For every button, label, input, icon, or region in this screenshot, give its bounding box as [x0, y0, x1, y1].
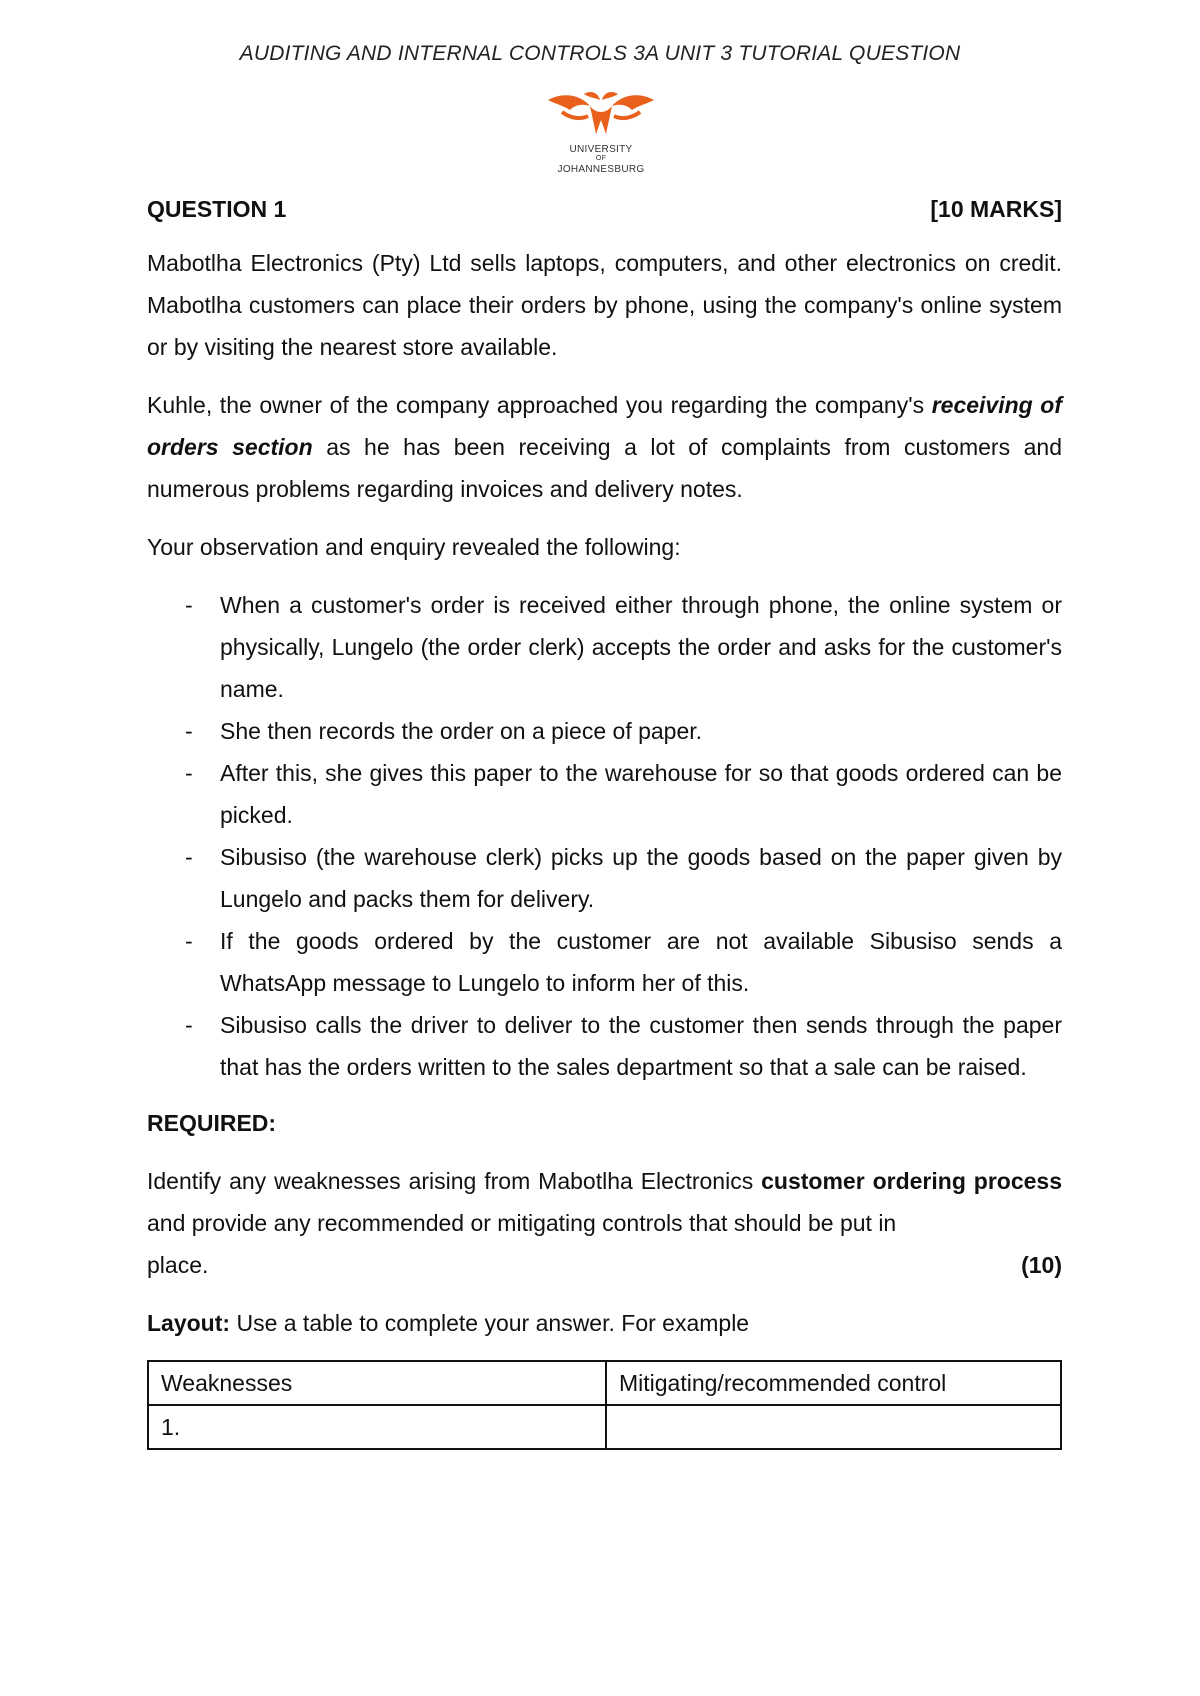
required-text-part2: and provide any recommended or mitigating controls that should be put in: [147, 1210, 897, 1236]
bullet-dash: -: [185, 760, 193, 786]
list-item-text: She then records the order on a piece of paper.: [220, 718, 703, 744]
table-header-row: [148, 1361, 1061, 1405]
bullet-dash: -: [185, 928, 193, 954]
list-item: [147, 710, 1062, 752]
logo-text-of: OF: [595, 155, 607, 162]
list-item: [147, 584, 1062, 710]
required-text-bold: customer ordering process: [761, 1168, 1063, 1194]
paragraph-owner-part2: as he has been receiving a lot of complaints from customers and numerous problems regarding invoices and delivery notes.: [147, 434, 1062, 502]
bullet-dash: -: [185, 592, 193, 618]
question-content: [147, 188, 1062, 1450]
list-item: [147, 752, 1062, 836]
layout-instruction: [147, 1302, 1062, 1344]
bullet-dash: -: [185, 718, 193, 744]
list-item: [147, 836, 1062, 920]
table-cell-control: [606, 1405, 1061, 1449]
layout-label: Layout:: [147, 1310, 231, 1336]
bullet-dash: -: [185, 844, 193, 870]
table-row: [148, 1405, 1061, 1449]
table-header-weaknesses: Weaknesses: [148, 1361, 606, 1405]
list-item-text: If the goods ordered by the customer are not available Sibusiso sends a WhatsApp message to Lungelo to inform her of this.: [220, 928, 1062, 996]
paragraph-observation: Your observation and enquiry revealed the following:: [147, 534, 681, 560]
list-item-text: After this, she gives this paper to the warehouse for so that goods ordered can be picked.: [220, 760, 1062, 828]
required-heading: REQUIRED:: [147, 1110, 277, 1136]
layout-text: Use a table to complete your answer. For example: [230, 1310, 750, 1336]
required-text-end: place.: [147, 1252, 209, 1278]
answer-table: [147, 1360, 1062, 1450]
university-logo: [540, 90, 662, 178]
paragraph-owner-part1: Kuhle, the owner of the company approached you regarding the company's: [147, 392, 932, 418]
logo-text-johannesburg: JOHANNESBURG: [557, 164, 645, 175]
required-marks: (10): [1021, 1252, 1062, 1278]
emphasis-receiving-orders: receiving of orders section: [147, 392, 1062, 460]
bullet-dash: -: [185, 1012, 193, 1038]
list-item-text: Sibusiso calls the driver to deliver to the customer then sends through the paper that has the orders written to the sales department so that a sale can be raised.: [220, 1012, 1062, 1080]
question-label: QUESTION 1: [147, 196, 287, 222]
university-emblem-icon: [540, 90, 662, 142]
required-marks-line: [147, 1244, 1062, 1286]
paragraph-intro: Mabotlha Electronics (Pty) Ltd sells laptops, computers, and other electronics on credit. Mabotlha customers can place their orders by phone, using the company's online system or by visiting the nearest store available.: [147, 250, 1062, 360]
list-item: [147, 1004, 1062, 1088]
list-item-text: Sibusiso (the warehouse clerk) picks up the goods based on the paper given by Lungelo and packs them for delivery.: [220, 844, 1062, 912]
table-cell-number: 1.: [148, 1405, 606, 1449]
question-marks: [10 MARKS]: [930, 196, 1062, 222]
required-text-part1: Identify any weaknesses arising from Mabotlha Electronics: [147, 1168, 762, 1194]
question-heading: [147, 188, 1062, 230]
observation-list: [147, 584, 1062, 1088]
paragraph-owner: [147, 384, 1062, 510]
required-text: [147, 1160, 1062, 1244]
list-item-text: When a customer's order is received either through phone, the online system or physically, Lungelo (the order clerk) accepts the order and asks for the customer's name.: [220, 592, 1062, 702]
page-header: AUDITING AND INTERNAL CONTROLS 3A UNIT 3 TUTORIAL QUESTION: [239, 42, 961, 65]
logo-text-university: UNIVERSITY: [569, 144, 633, 155]
list-item: [147, 920, 1062, 1004]
table-header-controls: Mitigating/recommended control: [606, 1361, 1061, 1405]
